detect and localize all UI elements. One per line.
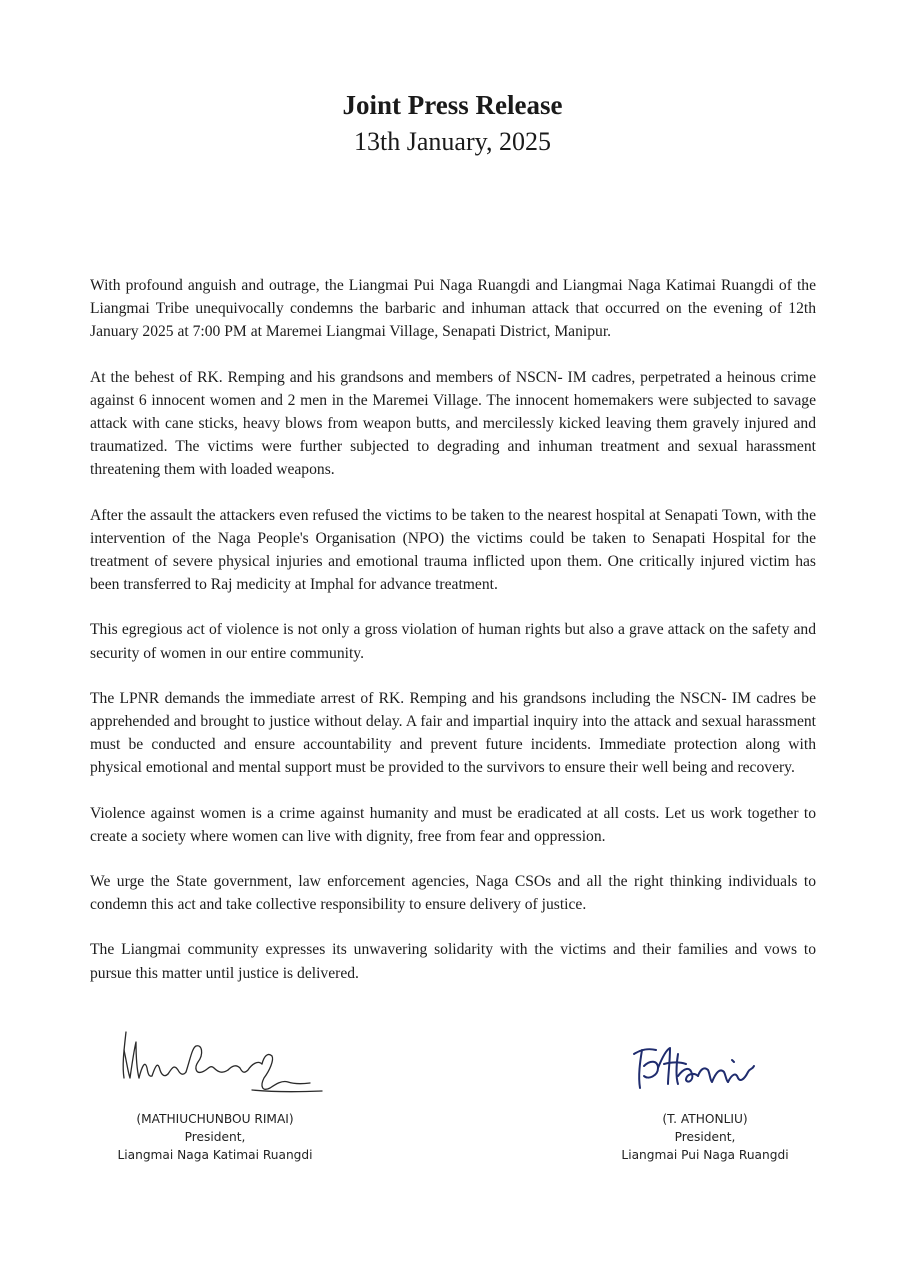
paragraph-incident: At the behest of RK. Remping and his grandsons and members of NSCN- IM cadres, perpetrated a heinous crime against 6 innocent women and 2 men in the Maremei Village. The innocent homemakers were subjected to savage attack with cane sticks, heavy blows from weapon butts, and mercilessly kicked leaving them gravely injured and traumatized. The victims were further subjected to degrading and inhuman treatment and sexual harassment threatening them with loaded weapons.	[90, 368, 816, 479]
paragraph-solidarity: The Liangmai community expresses its unwavering solidarity with the victims and their families and vows to pursue this matter until justice is delivered.	[90, 941, 816, 982]
signatory-right-org: Liangmai Pui Naga Ruangdi	[621, 1148, 789, 1162]
signatory-left-name: (MATHIUCHUNBOU RIMAI)	[136, 1112, 294, 1126]
signatory-right-name: (T. ATHONLIU)	[662, 1112, 748, 1126]
signature-right-image	[628, 1036, 758, 1096]
signatory-left-role: President,	[184, 1130, 246, 1144]
paragraph-violation: This egregious act of violence is not only a gross violation of human rights but also a grave attack on the safety and security of women in our entire community.	[90, 621, 816, 662]
paragraph-urge: We urge the State government, law enforcement agencies, Naga CSOs and all the right thinking individuals to condemn this act and take collective responsibility to ensure delivery of justice.	[90, 873, 816, 914]
signatory-left-org: Liangmai Naga Katimai Ruangdi	[117, 1148, 313, 1162]
signatory-left	[100, 1110, 330, 1164]
signatory-right-role: President,	[674, 1130, 736, 1144]
paragraph-humanity: Violence against women is a crime against humanity and must be eradicated at all costs. Let us work together to create a society where women can live with dignity, free from fear and oppression.	[90, 804, 816, 845]
document-title: Joint Press Release	[342, 90, 563, 120]
press-release-body	[90, 274, 816, 1007]
document-date: 13th January, 2025	[354, 127, 551, 156]
signatory-right	[590, 1110, 820, 1164]
paragraph-demands: The LPNR demands the immediate arrest of RK. Remping and his grandsons including the NSCN- IM cadres be apprehended and brought to justice without delay. A fair and impartial inquiry into the attack and sexual harassment must be conducted and ensure accountability and prevent future incidents. Immediate protection along with physical emotional and mental support must be provided to the survivors to ensure their well being and recovery.	[90, 689, 816, 777]
signature-left-image	[112, 1020, 327, 1110]
paragraph-condemnation: With profound anguish and outrage, the Liangmai Pui Naga Ruangdi and Liangmai Naga Katimai Ruangdi of the Liangmai Tribe unequivocally condemns the barbaric and inhuman attack that occurred on the evening of 12th January 2025 at 7:00 PM at Maremei Liangmai Village, Senapati District, Manipur.	[90, 277, 816, 341]
paragraph-hospital: After the assault the attackers even refused the victims to be taken to the nearest hospital at Senapati Town, with the intervention of the Naga People's Organisation (NPO) the victims could be taken to Senapati Hospital for the treatment of severe physical injuries and emotional trauma inflicted upon them. One critically injured victim has been transferred to Raj medicity at Imphal for advance treatment.	[90, 506, 816, 594]
